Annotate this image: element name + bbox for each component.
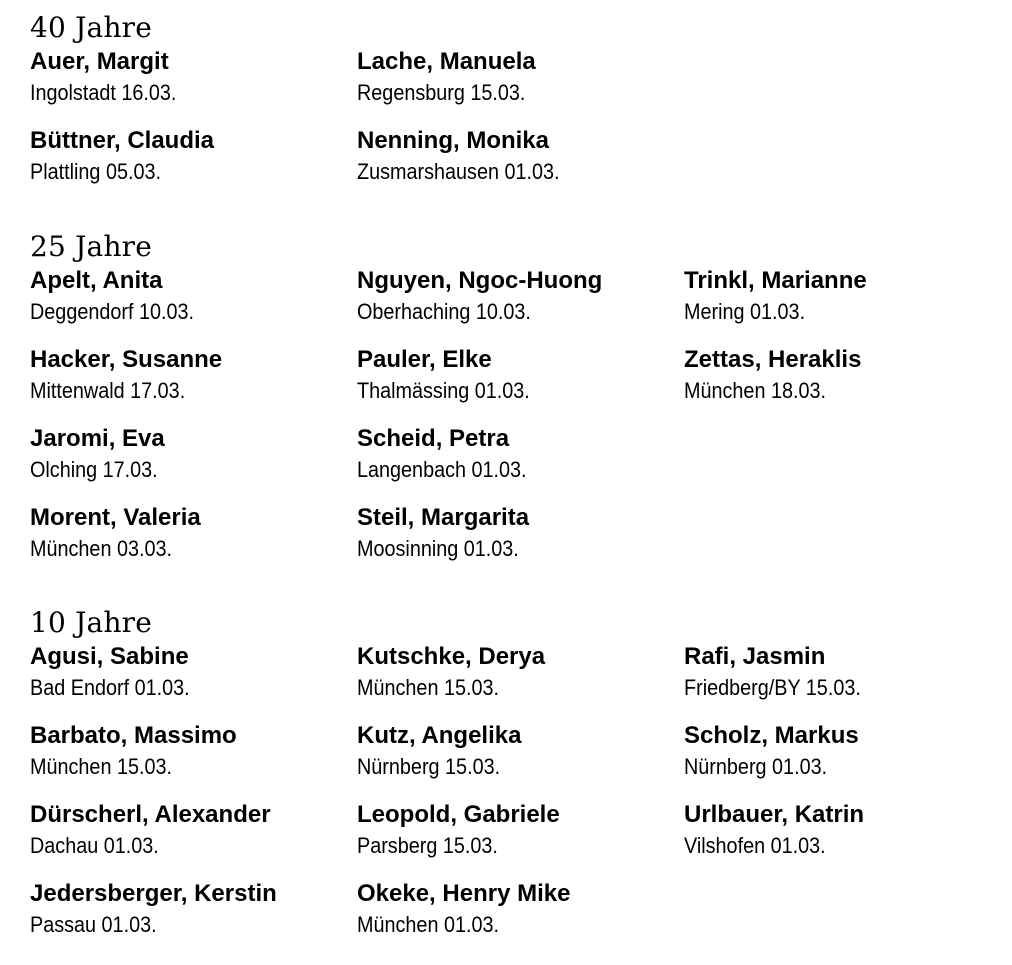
section-heading: 40 Jahre: [30, 11, 153, 44]
jubilee-entry: [30, 125, 357, 204]
entry-name: Apelt, Anita: [30, 267, 163, 294]
empty-cell: [684, 878, 1010, 957]
entry-detail: Plattling 05.03.: [30, 159, 161, 184]
entry-name: Morent, Valeria: [30, 504, 201, 531]
entry-name: Barbato, Massimo: [30, 722, 237, 749]
entry-detail: München 15.03.: [30, 754, 173, 779]
jubilee-entry: [30, 799, 357, 878]
jubilee-entry: [357, 344, 684, 423]
empty-cell: [684, 423, 1010, 502]
entry-name: Kutz, Angelika: [357, 722, 522, 749]
entry-detail: Moosinning 01.03.: [357, 536, 519, 561]
jubilee-entry: [357, 125, 684, 204]
jubilee-entry: [30, 720, 357, 799]
entry-detail: München 01.03.: [357, 912, 500, 937]
entry-detail: München 18.03.: [684, 378, 827, 403]
entry-detail: Olching 17.03.: [30, 457, 158, 482]
empty-cell: [684, 502, 1010, 581]
entry-detail: Zusmarshausen 01.03.: [357, 159, 560, 184]
section-heading: 25 Jahre: [30, 230, 153, 263]
jubilee-entry: [30, 423, 357, 502]
entry-name: Nenning, Monika: [357, 127, 549, 154]
entry-detail: Oberhaching 10.03.: [357, 299, 531, 324]
jubilee-entry: [357, 799, 684, 878]
entry-detail: Mering 01.03.: [684, 299, 806, 324]
entry-name: Scheid, Petra: [357, 425, 510, 452]
entry-name: Trinkl, Marianne: [684, 267, 867, 294]
jubilee-entry: [357, 502, 684, 581]
entry-detail: Friedberg/BY 15.03.: [684, 675, 861, 700]
entry-detail: München 03.03.: [30, 536, 173, 561]
jubilee-entry: [30, 344, 357, 423]
jubilee-entry: [684, 344, 1010, 423]
jubilee-entry: [357, 720, 684, 799]
empty-cell: [684, 46, 1010, 125]
entry-name: Steil, Margarita: [357, 504, 530, 531]
entry-detail: Langenbach 01.03.: [357, 457, 527, 482]
entry-detail: Passau 01.03.: [30, 912, 157, 937]
entry-detail: Deggendorf 10.03.: [30, 299, 195, 324]
entry-detail: Mittenwald 17.03.: [30, 378, 186, 403]
jubilee-entry: [357, 265, 684, 344]
entry-name: Pauler, Elke: [357, 346, 492, 373]
entry-detail: Bad Endorf 01.03.: [30, 675, 190, 700]
entry-name: Büttner, Claudia: [30, 127, 215, 154]
entry-name: Zettas, Heraklis: [684, 346, 862, 373]
entry-name: Jaromi, Eva: [30, 425, 165, 452]
entry-grid: [30, 265, 1010, 581]
entry-name: Scholz, Markus: [684, 722, 859, 749]
section-40-jahre: [30, 12, 1010, 204]
entry-detail: München 15.03.: [357, 675, 500, 700]
entry-name: Dürscherl, Alexander: [30, 801, 271, 828]
entry-name: Auer, Margit: [30, 48, 169, 75]
jubilee-entry: [30, 502, 357, 581]
entry-grid: [30, 641, 1010, 957]
entry-name: Urlbauer, Katrin: [684, 801, 865, 828]
entry-name: Lache, Manuela: [357, 48, 536, 75]
jubilee-entry: [30, 46, 357, 125]
section-10-jahre: [30, 607, 1010, 957]
entry-name: Agusi, Sabine: [30, 643, 189, 670]
jubilee-entry: [357, 423, 684, 502]
entry-name: Nguyen, Ngoc-Huong: [357, 267, 603, 294]
section-heading: 10 Jahre: [30, 606, 153, 639]
jubilee-entry: [684, 641, 1010, 720]
jubilee-entry: [684, 799, 1010, 878]
jubilee-entry: [357, 878, 684, 957]
jubilee-entry: [357, 641, 684, 720]
entry-name: Leopold, Gabriele: [357, 801, 560, 828]
entry-name: Okeke, Henry Mike: [357, 880, 571, 907]
entry-detail: Dachau 01.03.: [30, 833, 159, 858]
jubilee-entry: [684, 265, 1010, 344]
entry-name: Hacker, Susanne: [30, 346, 223, 373]
jubilee-entry: [684, 720, 1010, 799]
entry-grid: [30, 46, 1010, 204]
entry-detail: Nürnberg 01.03.: [684, 754, 828, 779]
jubilee-entry: [30, 641, 357, 720]
entry-detail: Parsberg 15.03.: [357, 833, 498, 858]
entry-name: Jedersberger, Kerstin: [30, 880, 277, 907]
section-25-jahre: [30, 231, 1010, 581]
entry-detail: Nürnberg 15.03.: [357, 754, 501, 779]
entry-detail: Thalmässing 01.03.: [357, 378, 530, 403]
entry-detail: Regensburg 15.03.: [357, 80, 526, 105]
jubilee-entry: [357, 46, 684, 125]
entry-detail: Ingolstadt 16.03.: [30, 80, 177, 105]
entry-name: Rafi, Jasmin: [684, 643, 826, 670]
entry-detail: Vilshofen 01.03.: [684, 833, 826, 858]
jubilee-entry: [30, 878, 357, 957]
empty-cell: [684, 125, 1010, 204]
jubilee-entry: [30, 265, 357, 344]
entry-name: Kutschke, Derya: [357, 643, 546, 670]
